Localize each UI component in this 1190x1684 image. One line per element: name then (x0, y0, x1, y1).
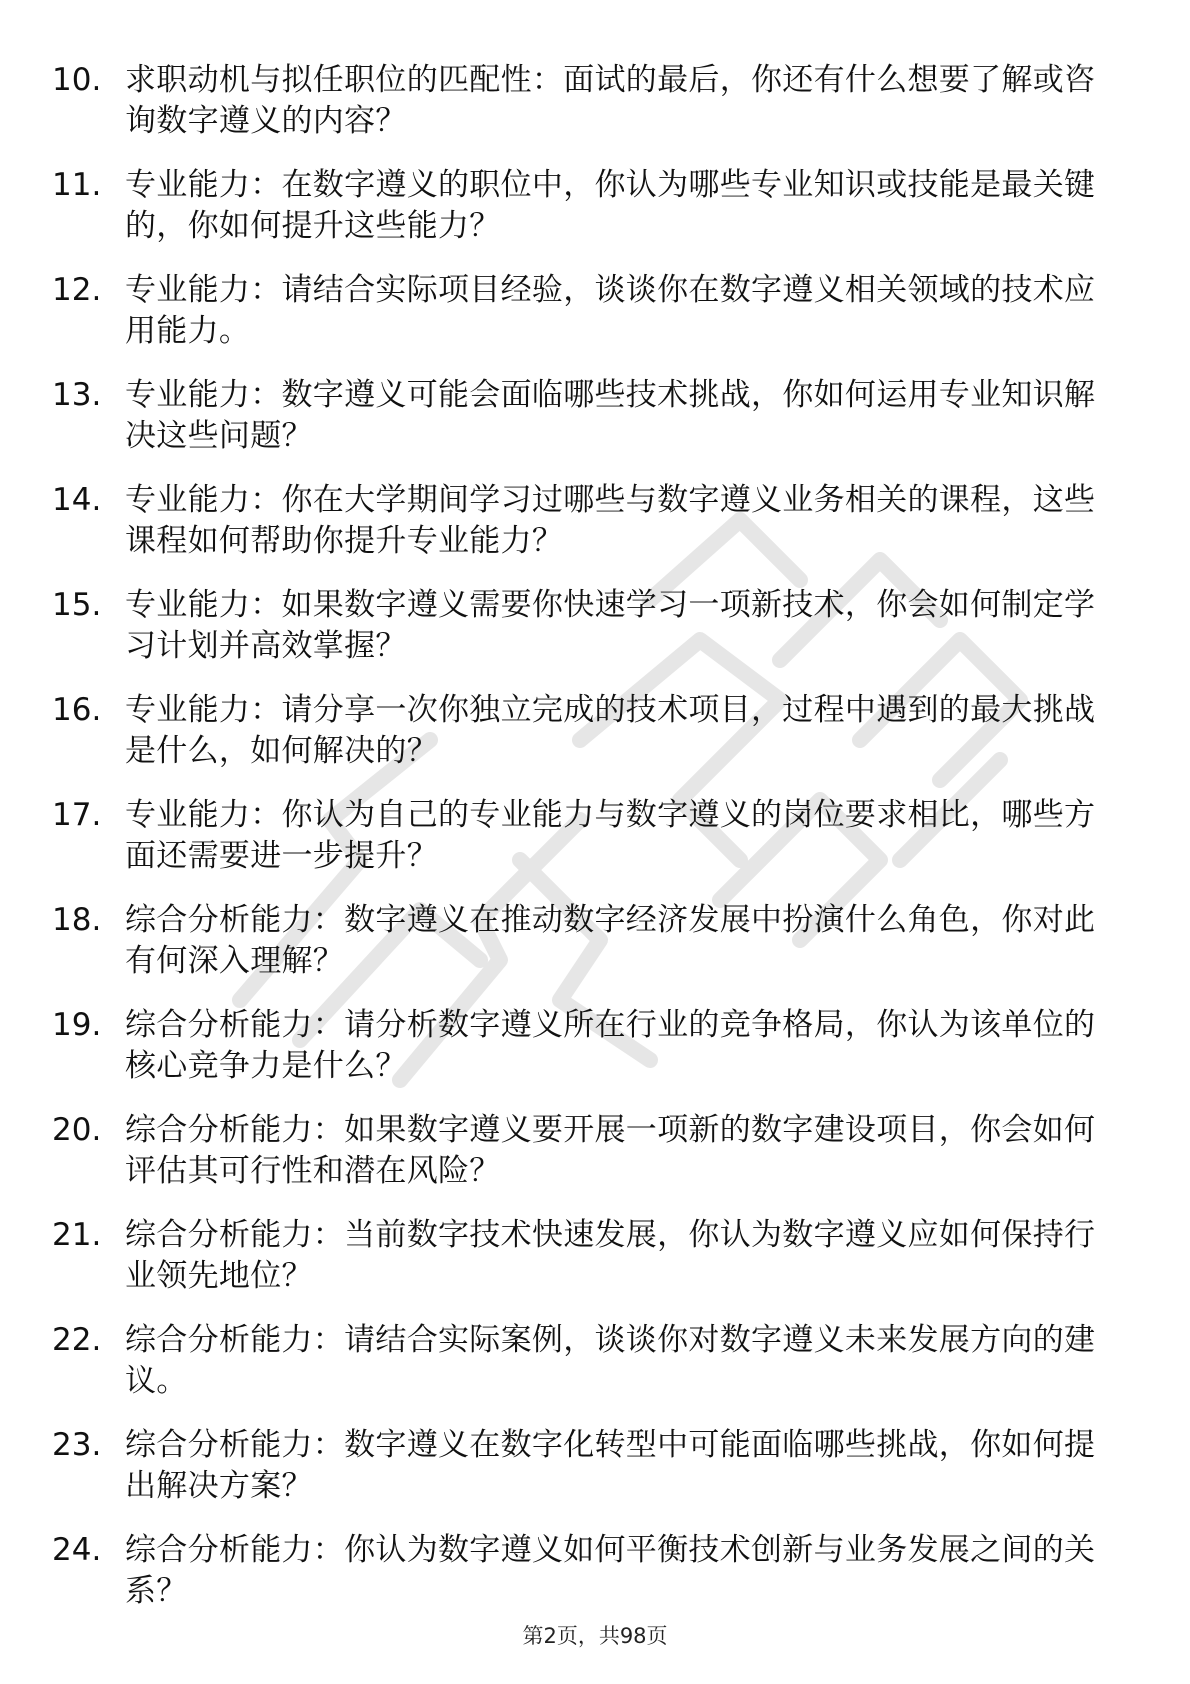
question-number: 19. (52, 1007, 102, 1043)
question-text: 综合分析能力：当前数字技术快速发展，你认为数字遵义应如何保持行业领先地位？ (125, 1217, 1096, 1294)
question-number: 13. (52, 377, 102, 413)
question-item-23 (52, 1417, 1122, 1522)
question-text: 综合分析能力：数字遵义在数字化转型中可能面临哪些挑战，你如何提出解决方案？ (125, 1427, 1096, 1504)
question-text: 专业能力：你认为自己的专业能力与数字遵义的岗位要求相比，哪些方面还需要进一步提升？ (125, 797, 1096, 874)
question-number: 17. (52, 797, 102, 833)
question-number: 18. (52, 902, 102, 938)
question-item-19 (52, 997, 1122, 1102)
question-text: 综合分析能力：数字遵义在推动数字经济发展中扮演什么角色，你对此有何深入理解？ (125, 902, 1096, 979)
question-text: 专业能力：请分享一次你独立完成的技术项目，过程中遇到的最大挑战是什么，如何解决的？ (125, 692, 1096, 769)
question-item-17 (52, 787, 1122, 892)
question-number: 12. (52, 272, 102, 308)
question-list (52, 52, 1122, 1627)
question-item-11 (52, 157, 1122, 262)
question-item-13 (52, 367, 1122, 472)
question-text: 专业能力：你在大学期间学习过哪些与数字遵义业务相关的课程，这些课程如何帮助你提升专业能力？ (125, 482, 1096, 559)
question-item-12 (52, 262, 1122, 367)
question-text: 综合分析能力：请结合实际案例，谈谈你对数字遵义未来发展方向的建议。 (125, 1322, 1096, 1399)
question-text: 求职动机与拟任职位的匹配性：面试的最后，你还有什么想要了解或咨询数字遵义的内容？ (125, 62, 1096, 139)
question-number: 24. (52, 1532, 102, 1568)
question-item-16 (52, 682, 1122, 787)
question-text: 专业能力：在数字遵义的职位中，你认为哪些专业知识或技能是最关键的，你如何提升这些能力？ (125, 167, 1096, 244)
question-number: 22. (52, 1322, 102, 1358)
question-number: 10. (52, 62, 102, 98)
question-item-24 (52, 1522, 1122, 1627)
question-number: 16. (52, 692, 102, 728)
question-item-21 (52, 1207, 1122, 1312)
question-item-22 (52, 1312, 1122, 1417)
question-text: 专业能力：请结合实际项目经验，谈谈你在数字遵义相关领域的技术应用能力。 (125, 272, 1096, 349)
question-text: 综合分析能力：你认为数字遵义如何平衡技术创新与业务发展之间的关系？ (125, 1532, 1096, 1609)
question-item-18 (52, 892, 1122, 997)
question-text: 综合分析能力：如果数字遵义要开展一项新的数字建设项目，你会如何评估其可行性和潜在风险？ (125, 1112, 1096, 1189)
question-text: 综合分析能力：请分析数字遵义所在行业的竞争格局，你认为该单位的核心竞争力是什么？ (125, 1007, 1096, 1084)
page-number-footer: 第2页，共98页 (522, 1624, 668, 1648)
question-item-20 (52, 1102, 1122, 1207)
question-text: 专业能力：数字遵义可能会面临哪些技术挑战，你如何运用专业知识解决这些问题？ (125, 377, 1096, 454)
question-item-14 (52, 472, 1122, 577)
question-number: 14. (52, 482, 102, 518)
question-text: 专业能力：如果数字遵义需要你快速学习一项新技术，你会如何制定学习计划并高效掌握？ (125, 587, 1096, 664)
question-number: 20. (52, 1112, 102, 1148)
question-number: 21. (52, 1217, 102, 1253)
question-number: 11. (52, 167, 102, 203)
question-number: 23. (52, 1427, 102, 1463)
question-item-15 (52, 577, 1122, 682)
question-item-10 (52, 52, 1122, 157)
question-number: 15. (52, 587, 102, 623)
